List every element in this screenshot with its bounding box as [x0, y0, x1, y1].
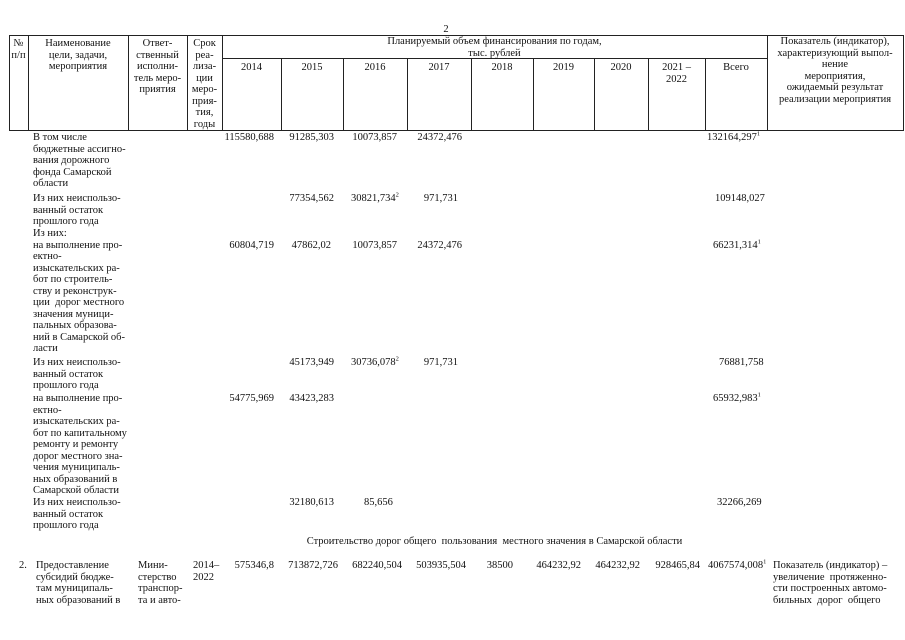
footnote-mark: 2 — [395, 355, 399, 363]
row-name: на выполнение про- ектно- изыскательских ра- бот по капитальному ремонту и ремонту дорог местного зна- чения муниципаль- ных образований в Самарской области — [33, 393, 127, 496]
row-value-2015: 45173,949 — [289, 357, 334, 368]
row-indicator: Показатель (индикатор) – увеличение протяженно- сти построенных автомо- бильных дорог общего — [773, 560, 888, 606]
footnote-mark: 2 — [395, 191, 399, 199]
row-responsible: Мини- стерство транспор- та и авто- — [138, 560, 183, 606]
row-value-2017: 503935,504 — [416, 560, 466, 571]
header-year-2020: 2020 — [610, 62, 632, 73]
header-total: Всего — [723, 62, 749, 73]
row-value-2017: 971,731 — [423, 193, 458, 204]
header-name: Наименование цели, задачи, мероприятия — [45, 38, 111, 72]
row-value-2017: 24372,476 — [417, 240, 462, 251]
row-total: 4067574,008$^1$ — [708, 558, 767, 571]
row-total: 66231,314$^1$ — [713, 238, 761, 251]
row-value-2019: 464232,92 — [536, 560, 581, 571]
row-name: Из них: на выполнение про- ектно- изыскательских ра- бот по строитель- ству и реконструк- ции дорог местного значения муници- пальных образова- ний в Самарской об- ласти — [33, 228, 126, 354]
row-term: 2014– 2022 — [193, 560, 220, 583]
row-value-2017: 971,731 — [423, 357, 458, 368]
header-indicator: Показатель (индикатор), характеризующий выпол- нение мероприятия, ожидаемый результат реализации мероприятия — [777, 36, 893, 105]
row-total: 132164,297$^1$ — [707, 130, 761, 143]
section-title: Строительство дорог общего пользования местного значения в Самарской области — [306, 536, 683, 547]
row-value-2015: 713872,726 — [288, 560, 338, 571]
row-value-2016: 30821,734$^2$ — [351, 191, 399, 204]
row-number: 2. — [19, 560, 27, 571]
header-num: № п/п — [11, 38, 26, 61]
table-header-bottom-border — [9, 130, 903, 131]
row-total: 65932,983$^1$ — [713, 391, 761, 404]
row-value-2016: 85,656 — [364, 497, 393, 508]
row-value-2015: 43423,283 — [289, 393, 334, 404]
row-name: В том числе бюджетные ассигно- вания дорожного фонда Самарской области — [33, 132, 126, 189]
header-year-2017: 2017 — [428, 62, 450, 73]
row-value-2015: 77354,562 — [289, 193, 334, 204]
row-value-2014: 115580,688 — [224, 132, 274, 143]
footnote-mark: 1 — [756, 130, 761, 138]
header-year-2019: 2019 — [553, 62, 574, 73]
row-value-2017: 24372,476 — [417, 132, 462, 143]
col-border — [903, 35, 904, 131]
row-name: Из них неиспользо- ванный остаток прошлого года — [33, 497, 121, 531]
row-total: 109148,027 — [715, 193, 765, 204]
row-value-2016: 10073,857 — [352, 240, 397, 251]
row-name: Предоставление субсидий бюдже- там муниципаль- ных образований в — [36, 560, 121, 606]
row-total: 32266,269 — [717, 497, 762, 508]
row-value-2014: 575346,8 — [234, 560, 274, 571]
header-responsible: Ответ- ственный исполни- тель меро- приятия — [133, 38, 182, 95]
row-value-2016: 682240,504 — [352, 560, 402, 571]
row-name: Из них неиспользо- ванный остаток прошлого года — [33, 193, 121, 227]
row-value-2014: 60804,719 — [229, 240, 274, 251]
row-value-2016: 30736,078$^2$ — [351, 355, 399, 368]
row-total: 76881,758 — [719, 357, 764, 368]
footnote-mark: 1 — [763, 558, 767, 566]
header-year-2021-2022: 2021 – 2022 — [662, 62, 691, 85]
footnote-mark: 1 — [757, 238, 761, 246]
row-value-2018: 38500 — [486, 560, 513, 571]
header-year-2018: 2018 — [491, 62, 513, 73]
header-year-2014: 2014 — [241, 62, 262, 73]
row-value-2014: 54775,969 — [229, 393, 274, 404]
header-planned-financing: Планируемый объем финансирования по годам, тыс. рублей — [387, 36, 602, 59]
row-value-2016: 10073,857 — [352, 132, 397, 143]
header-year-2015: 2015 — [301, 62, 323, 73]
row-value-2015: 32180,613 — [289, 497, 334, 508]
page-number: 2 — [443, 24, 449, 35]
header-year-2016: 2016 — [364, 62, 386, 73]
header-term: Срок реа- лиза- ции меро- прия- тия, годы — [191, 38, 218, 130]
row-name: Из них неиспользо- ванный остаток прошлого года — [33, 357, 121, 391]
row-value-2015: 91285,303 — [289, 132, 334, 143]
row-value-2021-2022: 928465,84 — [655, 560, 700, 571]
row-value-2015: 47862,02 — [291, 240, 331, 251]
row-value-2020: 464232,92 — [595, 560, 640, 571]
footnote-mark: 1 — [757, 391, 761, 399]
